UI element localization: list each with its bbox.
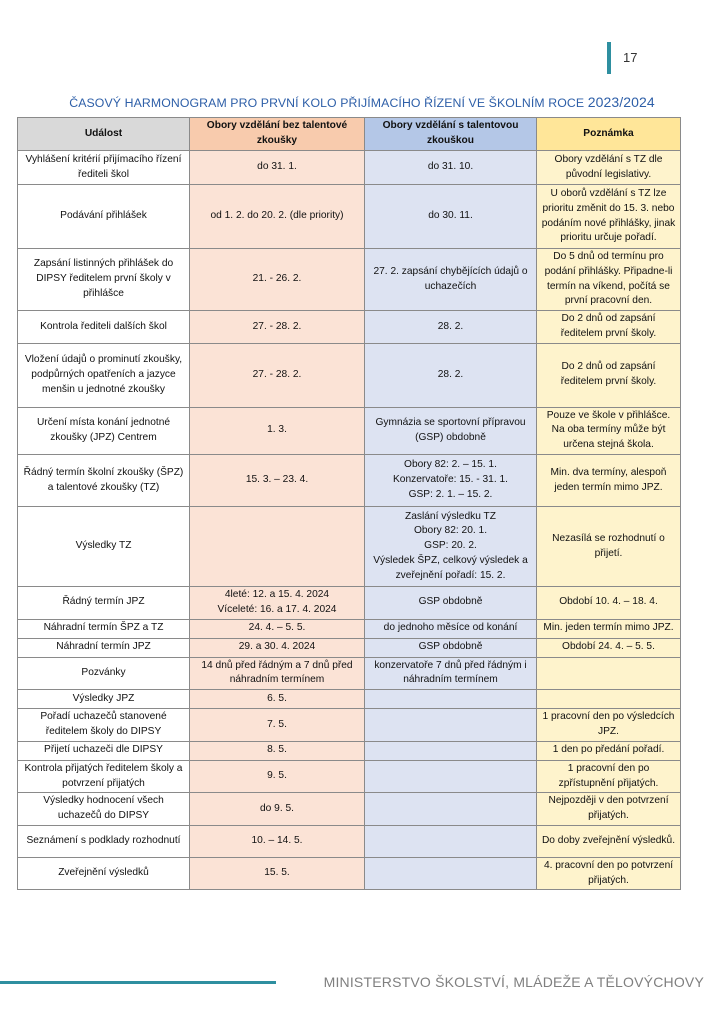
cell-note: Min. jeden termín mimo JPZ. — [537, 619, 681, 638]
table-row — [18, 619, 681, 638]
cell-s-talentovou: Gymnázia se sportovní přípravou (GSP) obdobně — [365, 407, 537, 454]
cell-note — [537, 657, 681, 690]
table-row — [18, 825, 681, 857]
table-row — [18, 741, 681, 760]
cell-note: Do doby zveřejnění výsledků. — [537, 825, 681, 857]
cell-s-talentovou — [365, 825, 537, 857]
cell-bez-talentove: 27. - 28. 2. — [190, 343, 365, 407]
cell-bez-talentove: 10. – 14. 5. — [190, 825, 365, 857]
cell-note: Období 10. 4. – 18. 4. — [537, 587, 681, 620]
table-row — [18, 151, 681, 185]
cell-event: Výsledky hodnocení všech uchazečů do DIPSY — [18, 793, 190, 826]
cell-s-talentovou: 27. 2. zapsání chybějících údajů o uchazečích — [365, 249, 537, 311]
cell-s-talentovou — [365, 690, 537, 709]
cell-s-talentovou: do 30. 11. — [365, 185, 537, 249]
cell-bez-talentove: 24. 4. – 5. 5. — [190, 619, 365, 638]
cell-note: Do 2 dnů od zapsání ředitelem první školy. — [537, 343, 681, 407]
table-row — [18, 311, 681, 344]
table-row — [18, 857, 681, 890]
cell-event: Podávání přihlášek — [18, 185, 190, 249]
page-accent-bar — [607, 42, 611, 74]
table-row — [18, 638, 681, 657]
table-row — [18, 455, 681, 507]
table-row — [18, 507, 681, 587]
cell-bez-talentove — [190, 507, 365, 587]
cell-event: Zapsání listinných přihlášek do DIPSY ředitelem první školy v přihlášce — [18, 249, 190, 311]
cell-event: Kontrola přijatých ředitelem školy a potvrzení přijatých — [18, 760, 190, 793]
document-title — [0, 94, 724, 110]
table-row — [18, 760, 681, 793]
cell-event: Přijetí uchazeči dle DIPSY — [18, 741, 190, 760]
table-row — [18, 793, 681, 826]
table-row — [18, 249, 681, 311]
cell-event: Seznámení s podklady rozhodnutí — [18, 825, 190, 857]
cell-bez-talentove: 21. - 26. 2. — [190, 249, 365, 311]
cell-note: Nejpozději v den potvrzení přijatých. — [537, 793, 681, 826]
cell-bez-talentove: 27. - 28. 2. — [190, 311, 365, 344]
cell-note: 4. pracovní den po potvrzení přijatých. — [537, 857, 681, 890]
cell-bez-talentove: do 31. 1. — [190, 151, 365, 185]
cell-bez-talentove: 15. 3. – 23. 4. — [190, 455, 365, 507]
cell-event: Pořadí uchazečů stanovené ředitelem školy do DIPSY — [18, 709, 190, 742]
cell-event: Určení místa konání jednotné zkoušky (JPZ) Centrem — [18, 407, 190, 454]
header-event: Událost — [18, 118, 190, 151]
cell-note: Min. dva termíny, alespoň jeden termín mimo JPZ. — [537, 455, 681, 507]
footer-accent-line — [0, 981, 276, 984]
schedule-table — [17, 117, 681, 890]
cell-bez-talentove: 9. 5. — [190, 760, 365, 793]
cell-note: Pouze ve škole v přihlášce. Na oba termíny může být určena stejná škola. — [537, 407, 681, 454]
table-header-row — [18, 118, 681, 151]
cell-s-talentovou: do jednoho měsíce od konání — [365, 619, 537, 638]
cell-event: Náhradní termín JPZ — [18, 638, 190, 657]
cell-s-talentovou — [365, 857, 537, 890]
cell-bez-talentove: 6. 5. — [190, 690, 365, 709]
table-row — [18, 343, 681, 407]
cell-bez-talentove: 1. 3. — [190, 407, 365, 454]
cell-event: Řádný termín JPZ — [18, 587, 190, 620]
cell-note: Nezasílá se rozhodnutí o přijetí. — [537, 507, 681, 587]
cell-note: 1 den po předání pořadí. — [537, 741, 681, 760]
cell-note: Období 24. 4. – 5. 5. — [537, 638, 681, 657]
cell-s-talentovou — [365, 741, 537, 760]
cell-event: Výsledky TZ — [18, 507, 190, 587]
cell-event: Výsledky JPZ — [18, 690, 190, 709]
cell-s-talentovou — [365, 760, 537, 793]
cell-s-talentovou: do 31. 10. — [365, 151, 537, 185]
title-text: ČASOVÝ HARMONOGRAM PRO PRVNÍ KOLO PŘIJÍMACÍHO ŘÍZENÍ VE ŠKOLNÍM ROCE — [69, 96, 585, 110]
table-row — [18, 587, 681, 620]
table-row — [18, 690, 681, 709]
cell-bez-talentove: do 9. 5. — [190, 793, 365, 826]
cell-bez-talentove: 29. a 30. 4. 2024 — [190, 638, 365, 657]
cell-bez-talentove: 4leté: 12. a 15. 4. 2024 Víceleté: 16. a 17. 4. 2024 — [190, 587, 365, 620]
table-body — [18, 151, 681, 890]
header-s-talentovou: Obory vzdělání s talentovou zkouškou — [365, 118, 537, 151]
header-note: Poznámka — [537, 118, 681, 151]
cell-s-talentovou: 28. 2. — [365, 311, 537, 344]
cell-bez-talentove: 8. 5. — [190, 741, 365, 760]
cell-bez-talentove: 7. 5. — [190, 709, 365, 742]
cell-event: Řádný termín školní zkoušky (ŠPZ) a talentové zkoušky (TZ) — [18, 455, 190, 507]
cell-event: Náhradní termín ŠPZ a TZ — [18, 619, 190, 638]
header-bez-talentove: Obory vzdělání bez talentové zkoušky — [190, 118, 365, 151]
cell-s-talentovou: konzervatoře 7 dnů před řádným i náhradním termínem — [365, 657, 537, 690]
cell-bez-talentove: od 1. 2. do 20. 2. (dle priority) — [190, 185, 365, 249]
cell-bez-talentove: 15. 5. — [190, 857, 365, 890]
cell-note: Do 2 dnů od zapsání ředitelem první školy. — [537, 311, 681, 344]
cell-event: Vložení údajů o prominutí zkoušky, podpůrných opatřeních a jazyce menšin u jednotné zkoušky — [18, 343, 190, 407]
cell-s-talentovou — [365, 709, 537, 742]
cell-s-talentovou: 28. 2. — [365, 343, 537, 407]
cell-event: Pozvánky — [18, 657, 190, 690]
cell-note — [537, 690, 681, 709]
cell-note: Do 5 dnů od termínu pro podání přihlášky. Připadne-li termín na víkend, počítá se první pracovní den. — [537, 249, 681, 311]
page-number: 17 — [623, 50, 638, 65]
cell-event: Kontrola řediteli dalších škol — [18, 311, 190, 344]
cell-bez-talentove: 14 dnů před řádným a 7 dnů před náhradním termínem — [190, 657, 365, 690]
cell-s-talentovou — [365, 793, 537, 826]
title-year: 2023/2024 — [587, 94, 655, 110]
table-row — [18, 407, 681, 454]
table-row — [18, 709, 681, 742]
cell-note: 1 pracovní den po výsledcích JPZ. — [537, 709, 681, 742]
cell-event: Zveřejnění výsledků — [18, 857, 190, 890]
cell-note: U oborů vzdělání s TZ lze prioritu změnit do 15. 3. nebo podáním nové přihlášky, jinak prioritu určuje pořadí. — [537, 185, 681, 249]
cell-s-talentovou: GSP obdobně — [365, 638, 537, 657]
cell-s-talentovou: Zaslání výsledku TZ Obory 82: 20. 1. GSP: 20. 2. Výsledek ŠPZ, celkový výsledek a zveřejnění pořadí: 15. 2. — [365, 507, 537, 587]
cell-note: Obory vzdělání s TZ dle původní legislativy. — [537, 151, 681, 185]
cell-s-talentovou: GSP obdobně — [365, 587, 537, 620]
cell-note: 1 pracovní den po zpřístupnění přijatých. — [537, 760, 681, 793]
footer-ministry-name: MINISTERSTVO ŠKOLSTVÍ, MLÁDEŽE A TĚLOVÝCHOVY — [323, 974, 704, 990]
cell-event: Vyhlášení kritérií přijímacího řízení řediteli škol — [18, 151, 190, 185]
table-row — [18, 657, 681, 690]
table-row — [18, 185, 681, 249]
cell-s-talentovou: Obory 82: 2. – 15. 1. Konzervatoře: 15. - 31. 1. GSP: 2. 1. – 15. 2. — [365, 455, 537, 507]
